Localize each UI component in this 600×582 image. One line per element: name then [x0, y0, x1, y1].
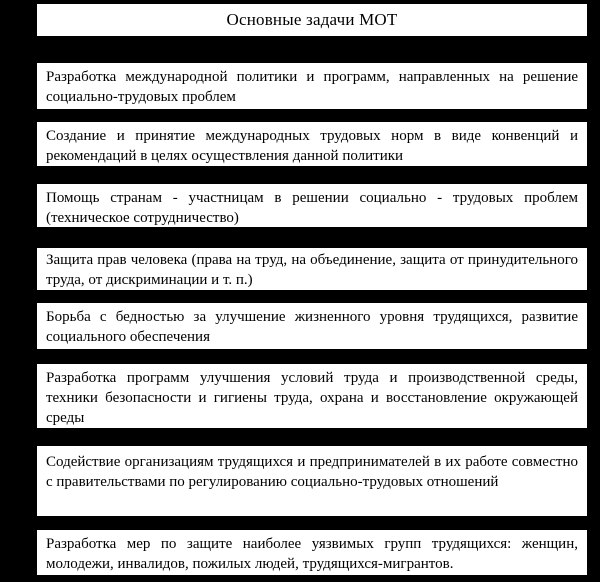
- task-box-international-policy: Разработка международной политики и программ, направленных на решение социально-трудовых проблем: [36, 62, 588, 110]
- page-title: Основные задачи МОТ: [226, 10, 398, 29]
- title-box: [36, 3, 588, 37]
- task-box-poverty-fight: Борьба с бедностью за улучшение жизненного уровня трудящихся, развитие социального обеспечения: [36, 302, 588, 350]
- task-box-country-assistance: Помощь странам - участницам в решении социально - трудовых проблем (техническое сотрудничество): [36, 183, 588, 228]
- task-box-organizations-support: Содействие организациям трудящихся и предпринимателей в их работе совместно с правительствами по регулированию социально-трудовых отношений: [36, 445, 588, 517]
- task-box-human-rights: Защита прав человека (права на труд, на объединение, защита от принудительного труда, от дискриминации и т. п.): [36, 247, 588, 291]
- task-box-labour-norms: Создание и принятие международных трудовых норм в виде конвенций и рекомендаций в целях осуществления данной политики: [36, 121, 588, 167]
- task-box-vulnerable-groups: Разработка мер по защите наиболее уязвимых групп трудящихся: женщин, молодежи, инвалидов, пожилых людей, трудящихся-мигрантов.: [36, 529, 588, 576]
- task-box-work-conditions: Разработка программ улучшения условий труда и производственной среды, техники безопасности и гигиены труда, охрана и восстановление окружающей среды: [36, 363, 588, 429]
